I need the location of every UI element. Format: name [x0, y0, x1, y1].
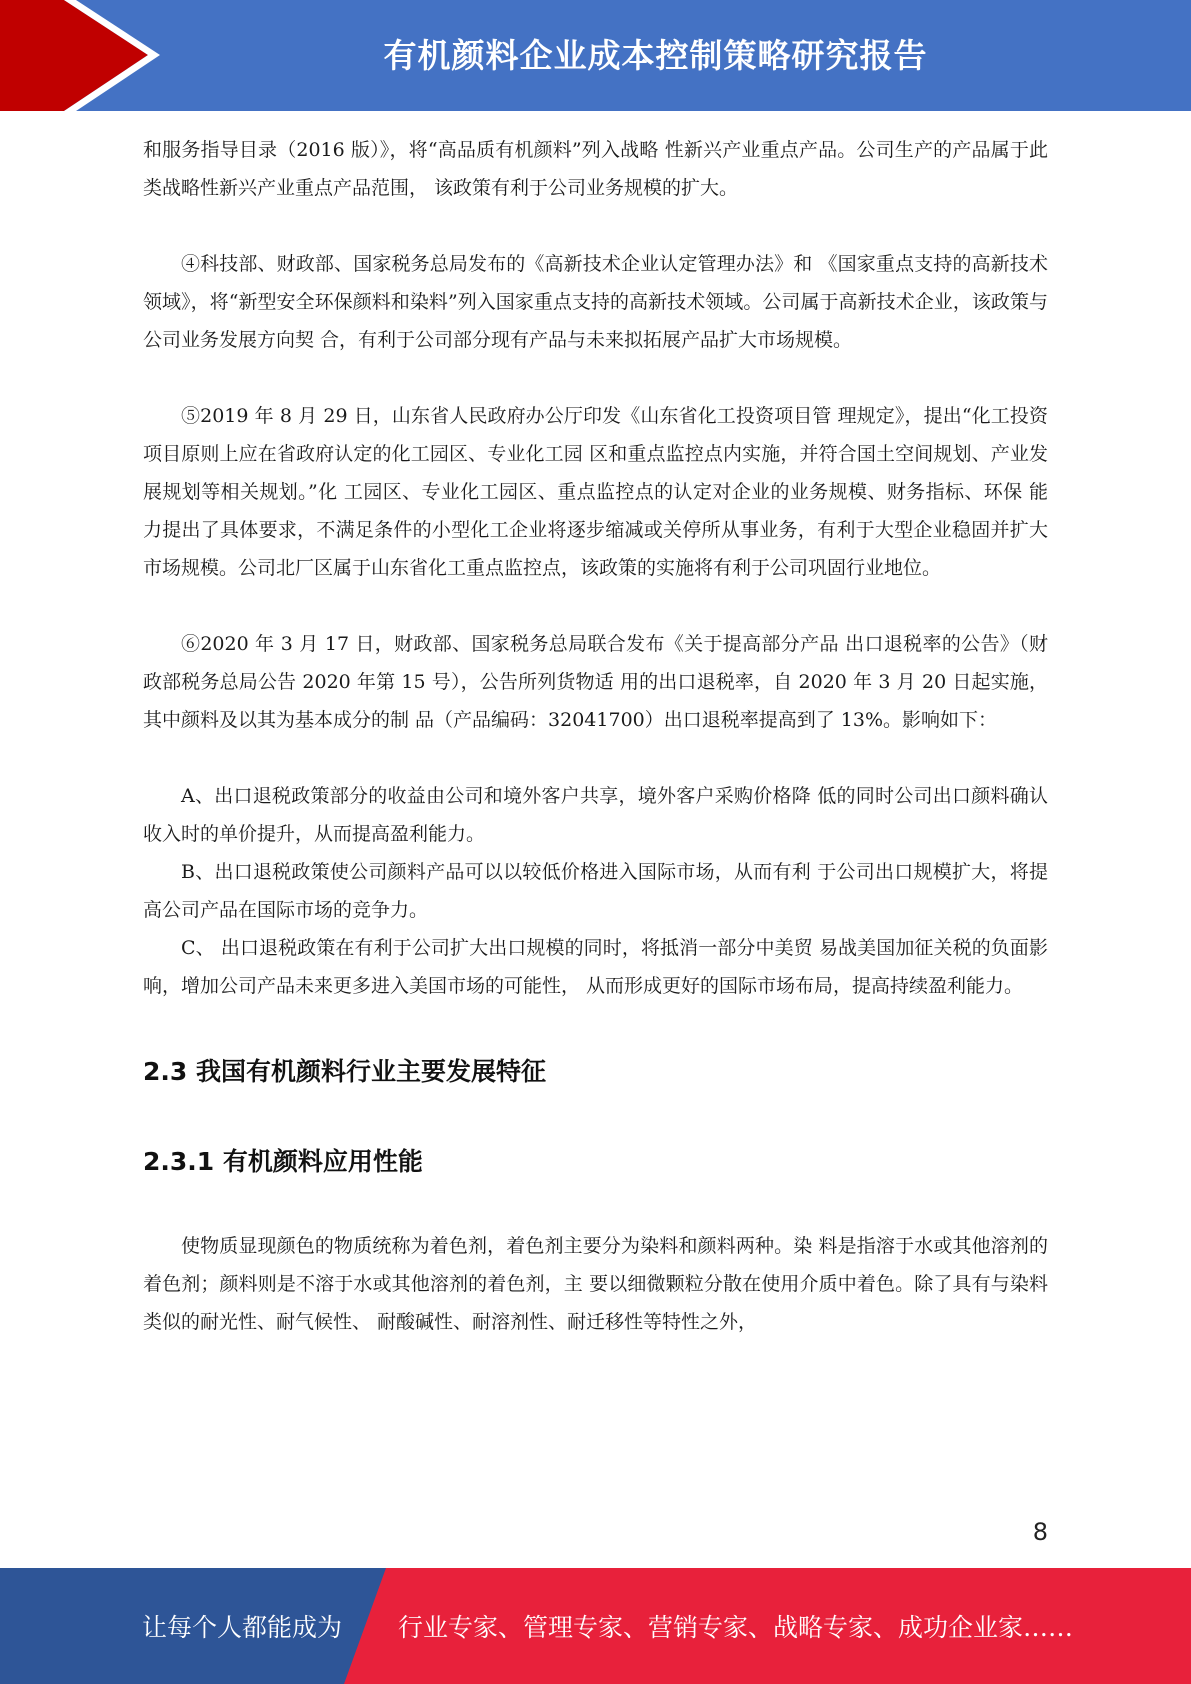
page-footer-band [0, 1568, 1191, 1684]
paragraph-policy-4: ④科技部、财政部、国家税务总局发布的《高新技术企业认定管理办法》和 《国家重点支持的高新技术领域》，将“新型安全环保颜料和染料”列入国家重点支持的高新技术领域。公司属于高新技术企业，该政策与公司业务发展方向契 合，有利于公司部分现有产品与未来拟拓展产品扩大市场规模。 [143, 253, 1048, 351]
footer-slogan-left: 让每个人都能成为 [142, 1613, 343, 1642]
report-title: 有机颜料企业成本控制策略研究报告 [383, 35, 928, 75]
paragraph-policy-6: ⑥2020 年 3 月 17 日，财政部、国家税务总局联合发布《关于提高部分产品 出口退税率的公告》（财政部税务总局公告 2020 年第 15 号），公告所列货物适 用的出口退税率，自 2020 年 3 月 20 日起实施，其中颜料及以其为基本成分的制 品（产品编码：32041700）出口退税率提高到了 13%。影响如下： [143, 633, 1048, 731]
paragraph-impact-b: B、出口退税政策使公司颜料产品可以以较低价格进入国际市场，从而有利 于公司出口规模扩大，将提高公司产品在国际市场的竞争力。 [143, 861, 1048, 921]
section-heading-2-3: 2.3 我国有机颜料行业主要发展特征 [143, 1057, 546, 1086]
page-body [143, 131, 1048, 1341]
paragraph-colorant-intro: 使物质显现颜色的物质统称为着色剂，着色剂主要分为染料和颜料两种。染 料是指溶于水或其他溶剂的着色剂；颜料则是不溶于水或其他溶剂的着色剂，主 要以细微颗粒分散在使用介质中着色。除了具有与染料类似的耐光性、耐气候性、 耐酸碱性、耐溶剂性、耐迁移性等特性之外， [143, 1235, 1048, 1333]
page-number: 8 [1032, 1518, 1048, 1546]
section-heading-2-3-1: 2.3.1 有机颜料应用性能 [143, 1147, 423, 1176]
paragraph-policy-intro: 和服务指导目录（2016 版）》，将“高品质有机颜料”列入战略 性新兴产业重点产品。公司生产的产品属于此类战略性新兴产业重点产品范围， 该政策有利于公司业务规模的扩大。 [143, 139, 1048, 199]
paragraph-impact-c: C、 出口退税政策在有利于公司扩大出口规模的同时，将抵消一部分中美贸 易战美国加征关税的负面影响，增加公司产品未来更多进入美国市场的可能性， 从而形成更好的国际市场布局，提高持续盈利能力。 [143, 937, 1048, 997]
page-header-band [0, 0, 1191, 111]
footer-slogan-right: 行业专家、管理专家、营销专家、战略专家、成功企业家…… [398, 1613, 1074, 1642]
paragraph-policy-5: ⑤2019 年 8 月 29 日，山东省人民政府办公厅印发《山东省化工投资项目管 理规定》，提出“化工投资项目原则上应在省政府认定的化工园区、专业化工园 区和重点监控点内实施，并符合国土空间规划、产业发展规划等相关规划。”化 工园区、专业化工园区、重点监控点的认定对企业的业务规模、财务指标、环保 能力提出了具体要求，不满足条件的小型化工企业将逐步缩减或关停所从事业务，有利于大型企业稳固并扩大市场规模。公司北厂区属于山东省化工重点监控点，该政策的实施将有利于公司巩固行业地位。 [143, 405, 1048, 579]
paragraph-impact-a: A、出口退税政策部分的收益由公司和境外客户共享，境外客户采购价格降 低的同时公司出口颜料确认收入时的单价提升，从而提高盈利能力。 [143, 785, 1048, 845]
